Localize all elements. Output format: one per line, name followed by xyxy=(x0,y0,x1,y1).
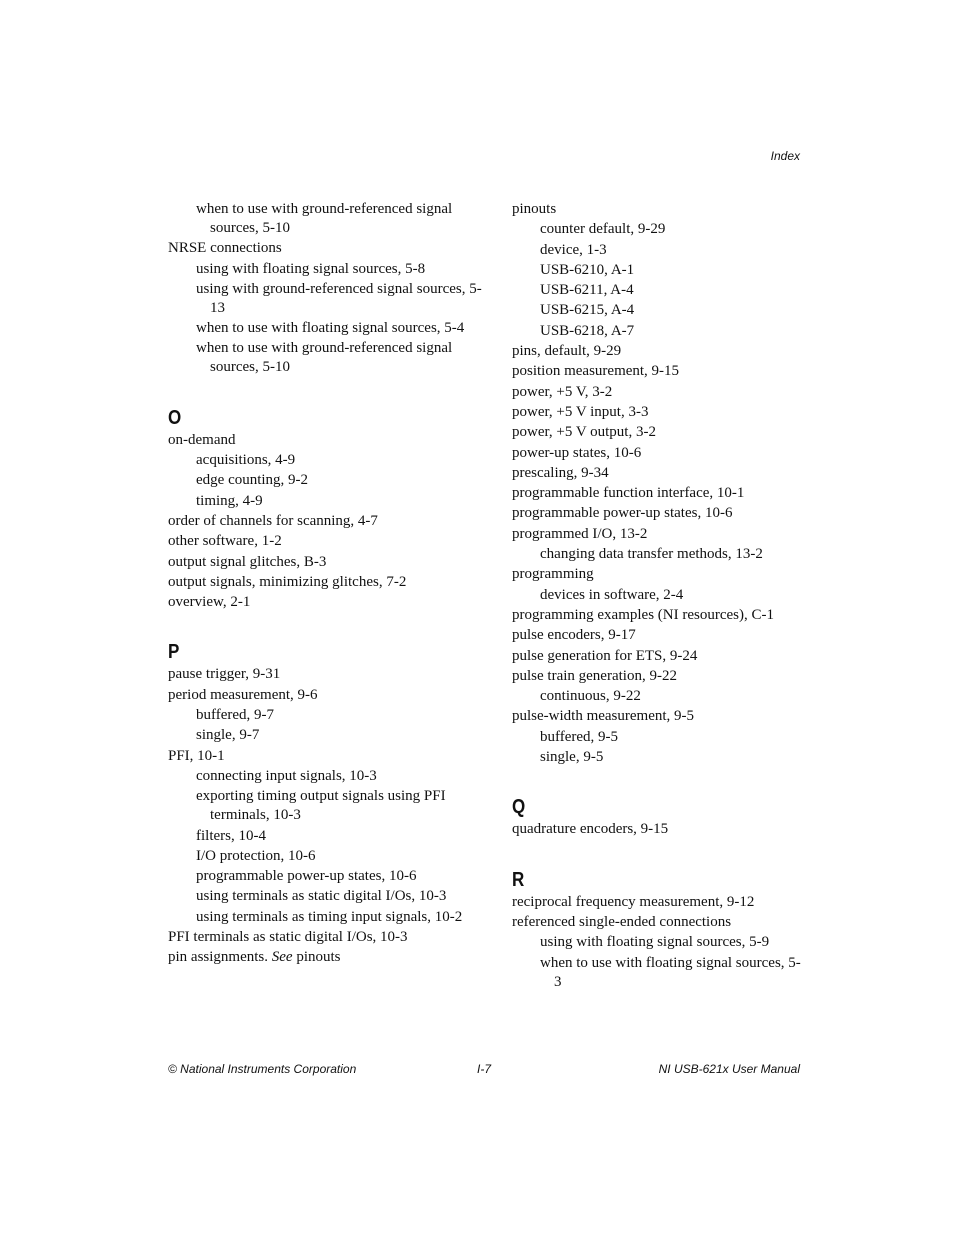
index-entry: prescaling, 9-34 xyxy=(512,464,609,481)
index-entry: PFI terminals as static digital I/Os, 10-3 xyxy=(168,929,408,946)
index-subentry: counter default, 9-29 xyxy=(540,221,666,238)
index-subentry: using terminals as static digital I/Os, 10-3 xyxy=(196,888,447,905)
running-head: Index xyxy=(770,149,800,163)
index-entry: output signals, minimizing glitches, 7-2 xyxy=(168,573,407,590)
index-subentry: USB-6211, A-4 xyxy=(540,282,634,299)
index-entry: power, +5 V input, 3-3 xyxy=(512,403,649,420)
section-letter-p: P xyxy=(168,641,180,664)
footer-page-number: I-7 xyxy=(477,1062,492,1076)
index-subentry: programmable power-up states, 10-6 xyxy=(196,868,417,885)
index-subentry: buffered, 9-7 xyxy=(196,707,275,724)
index-subentry: connecting input signals, 10-3 xyxy=(196,767,377,784)
index-entry: quadrature encoders, 9-15 xyxy=(512,821,669,838)
index-entry: power, +5 V output, 3-2 xyxy=(512,424,656,441)
index-column-right xyxy=(512,200,802,993)
index-subentry: USB-6215, A-4 xyxy=(540,302,635,319)
index-subentry: using with floating signal sources, 5-8 xyxy=(196,260,426,277)
index-subentry: USB-6210, A-1 xyxy=(540,261,635,278)
index-entry: reciprocal frequency measurement, 9-12 xyxy=(512,893,755,910)
index-entry: order of channels for scanning, 4-7 xyxy=(168,512,378,529)
index-subentry: when to use with ground-referenced signal sources, 5-10 xyxy=(196,340,453,376)
index-entry: pinouts xyxy=(512,201,557,217)
cross-ref-see: See xyxy=(271,949,293,966)
index-subentry: when to use with floating signal sources, 5-3 xyxy=(540,954,801,990)
index-subentry: filters, 10-4 xyxy=(196,827,266,844)
index-entry: position measurement, 9-15 xyxy=(512,363,680,380)
index-entry: programming xyxy=(512,566,594,583)
cross-ref-target: pinouts xyxy=(296,949,341,966)
index-entry: programmed I/O, 13-2 xyxy=(512,525,648,542)
section-letter-r: R xyxy=(512,868,525,891)
index-entry-cross-ref xyxy=(168,948,488,967)
index-subentry: timing, 4-9 xyxy=(196,492,263,509)
index-entry: PFI, 10-1 xyxy=(168,747,225,764)
index-subentry: device, 1-3 xyxy=(540,241,607,258)
cross-ref-prefix: pin assignments. xyxy=(168,949,268,966)
index-subentry: devices in software, 2-4 xyxy=(540,586,684,603)
index-subentry: edge counting, 9-2 xyxy=(196,472,309,489)
section-letter-o: O xyxy=(168,406,182,429)
index-subentry: using with ground-referenced signal sources, 5-13 xyxy=(196,280,482,316)
index-entry: programmable power-up states, 10-6 xyxy=(512,505,733,522)
index-subentry: using with floating signal sources, 5-9 xyxy=(540,934,770,951)
index-entry: referenced single-ended connections xyxy=(512,913,732,930)
index-column-left xyxy=(168,200,488,969)
index-entry: pause trigger, 9-31 xyxy=(168,666,281,683)
index-entry: pulse train generation, 9-22 xyxy=(512,667,677,684)
index-entry: pulse-width measurement, 9-5 xyxy=(512,708,695,725)
index-entry: programming examples (NI resources), C-1 xyxy=(512,606,775,623)
index-subentry: exporting timing output signals using PFI terminals, 10-3 xyxy=(196,788,446,824)
index-subentry: when to use with ground-referenced signal sources, 5-10 xyxy=(196,201,453,236)
footer-copyright: © National Instruments Corporation xyxy=(168,1062,357,1076)
footer-manual-title: NI USB-621x User Manual xyxy=(658,1062,800,1076)
index-entry: pins, default, 9-29 xyxy=(512,343,622,360)
index-subentry: continuous, 9-22 xyxy=(540,688,641,705)
index-entry: pulse generation for ETS, 9-24 xyxy=(512,647,698,664)
index-subentry: single, 9-5 xyxy=(540,749,604,766)
index-subentry: when to use with floating signal sources, 5-4 xyxy=(196,320,465,337)
index-subentry: USB-6218, A-7 xyxy=(540,322,635,339)
index-entry: NRSE connections xyxy=(168,240,282,257)
index-entry: programmable function interface, 10-1 xyxy=(512,485,745,502)
section-letter-q: Q xyxy=(512,796,526,819)
index-entry: power, +5 V, 3-2 xyxy=(512,383,613,400)
index-subentry: acquisitions, 4-9 xyxy=(196,452,296,469)
index-entry: overview, 2-1 xyxy=(168,594,251,611)
index-entry: other software, 1-2 xyxy=(168,533,282,550)
index-subentry: I/O protection, 10-6 xyxy=(196,847,316,864)
index-subentry: changing data transfer methods, 13-2 xyxy=(540,546,763,563)
index-entry: power-up states, 10-6 xyxy=(512,444,642,461)
index-entry: pulse encoders, 9-17 xyxy=(512,627,636,644)
index-entry: output signal glitches, B-3 xyxy=(168,553,327,570)
index-entry: on-demand xyxy=(168,431,236,448)
index-subentry: using terminals as timing input signals, 10-2 xyxy=(196,908,463,925)
index-entry: period measurement, 9-6 xyxy=(168,686,318,703)
index-subentry: single, 9-7 xyxy=(196,727,260,744)
index-subentry: buffered, 9-5 xyxy=(540,728,619,745)
